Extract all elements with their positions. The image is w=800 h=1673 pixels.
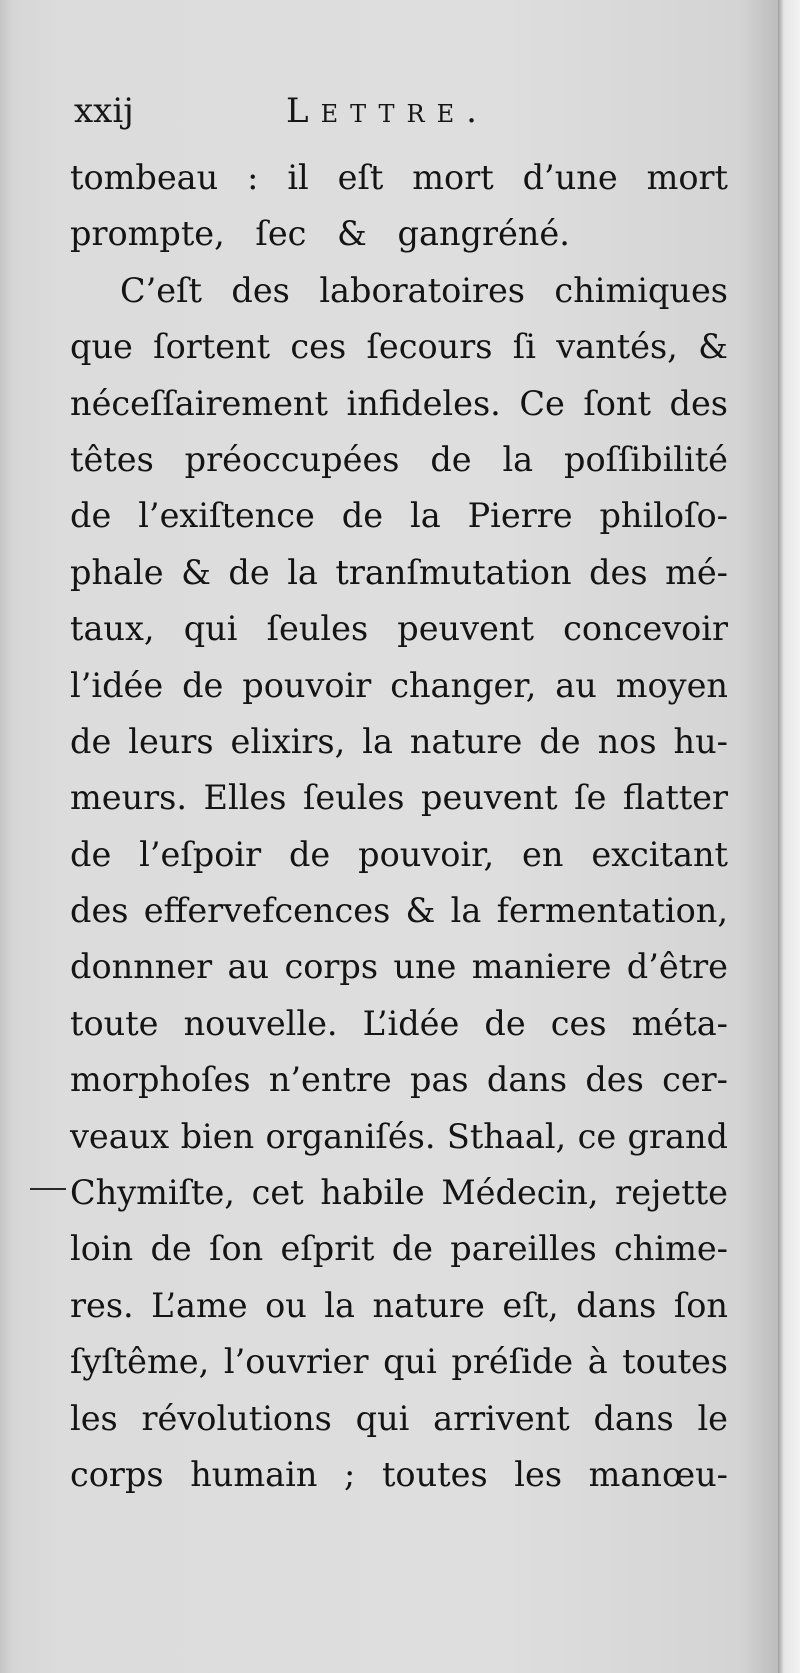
text-line: C’eſt des laboratoires chimiques	[120, 270, 728, 310]
body-text	[70, 150, 728, 1503]
text-line: toute nouvelle. L’idée de ces méta-	[70, 1003, 728, 1043]
text-line: taux, qui ſeules peuvent concevoir	[70, 609, 728, 649]
text-line: de l’exiſtence de la Pierre philoſo-	[70, 496, 728, 536]
text-line: loin de ſon eſprit de pareilles chime-	[70, 1229, 728, 1269]
text-line: ſyſtême, l’ouvrier qui préſide à toutes	[70, 1342, 728, 1382]
page-edge	[778, 0, 800, 1673]
text-line: de l’eſpoir de pouvoir, en excitant	[70, 834, 728, 874]
text-line: les révolutions qui arrivent dans le	[70, 1398, 728, 1438]
text-line: meurs. Elles ſeules peuvent ſe flatter	[70, 778, 728, 818]
text-line: res. L’ame ou la nature eſt, dans ſon	[70, 1285, 728, 1325]
text-line: phale & de la tranſmutation des mé-	[70, 552, 728, 592]
margin-mark	[30, 1188, 66, 1190]
text-line: morphoſes n’entre pas dans des cer-	[70, 1060, 728, 1100]
text-line: corps humain ; toutes les manœu-	[70, 1454, 728, 1494]
text-line: néceſſairement infideles. Ce ſont des	[70, 383, 728, 423]
running-header	[68, 88, 728, 134]
text-line: têtes préoccupées de la poſſibilité	[70, 439, 728, 479]
text-line: des effervefcences & la fermentation,	[70, 891, 728, 931]
text-line: tombeau : il eſt mort d’une mort	[70, 158, 728, 197]
running-title: Lettre.	[286, 91, 489, 131]
text-line: que ſortent ces ſecours ſi vantés, &	[70, 327, 728, 367]
text-line: prompte, ſec & gangréné.	[70, 214, 570, 254]
text-line: l’idée de pouvoir changer, au moyen	[70, 665, 728, 705]
text-line: veaux bien organiſés. Sthaal, ce grand	[70, 1116, 728, 1156]
text-line: Chymiſte, cet habile Médecin, rejette	[70, 1173, 728, 1213]
page-number: xxij	[74, 91, 134, 131]
text-line: de leurs elixirs, la nature de nos hu-	[70, 721, 728, 761]
text-line: donnner au corps une maniere d’être	[70, 947, 728, 987]
